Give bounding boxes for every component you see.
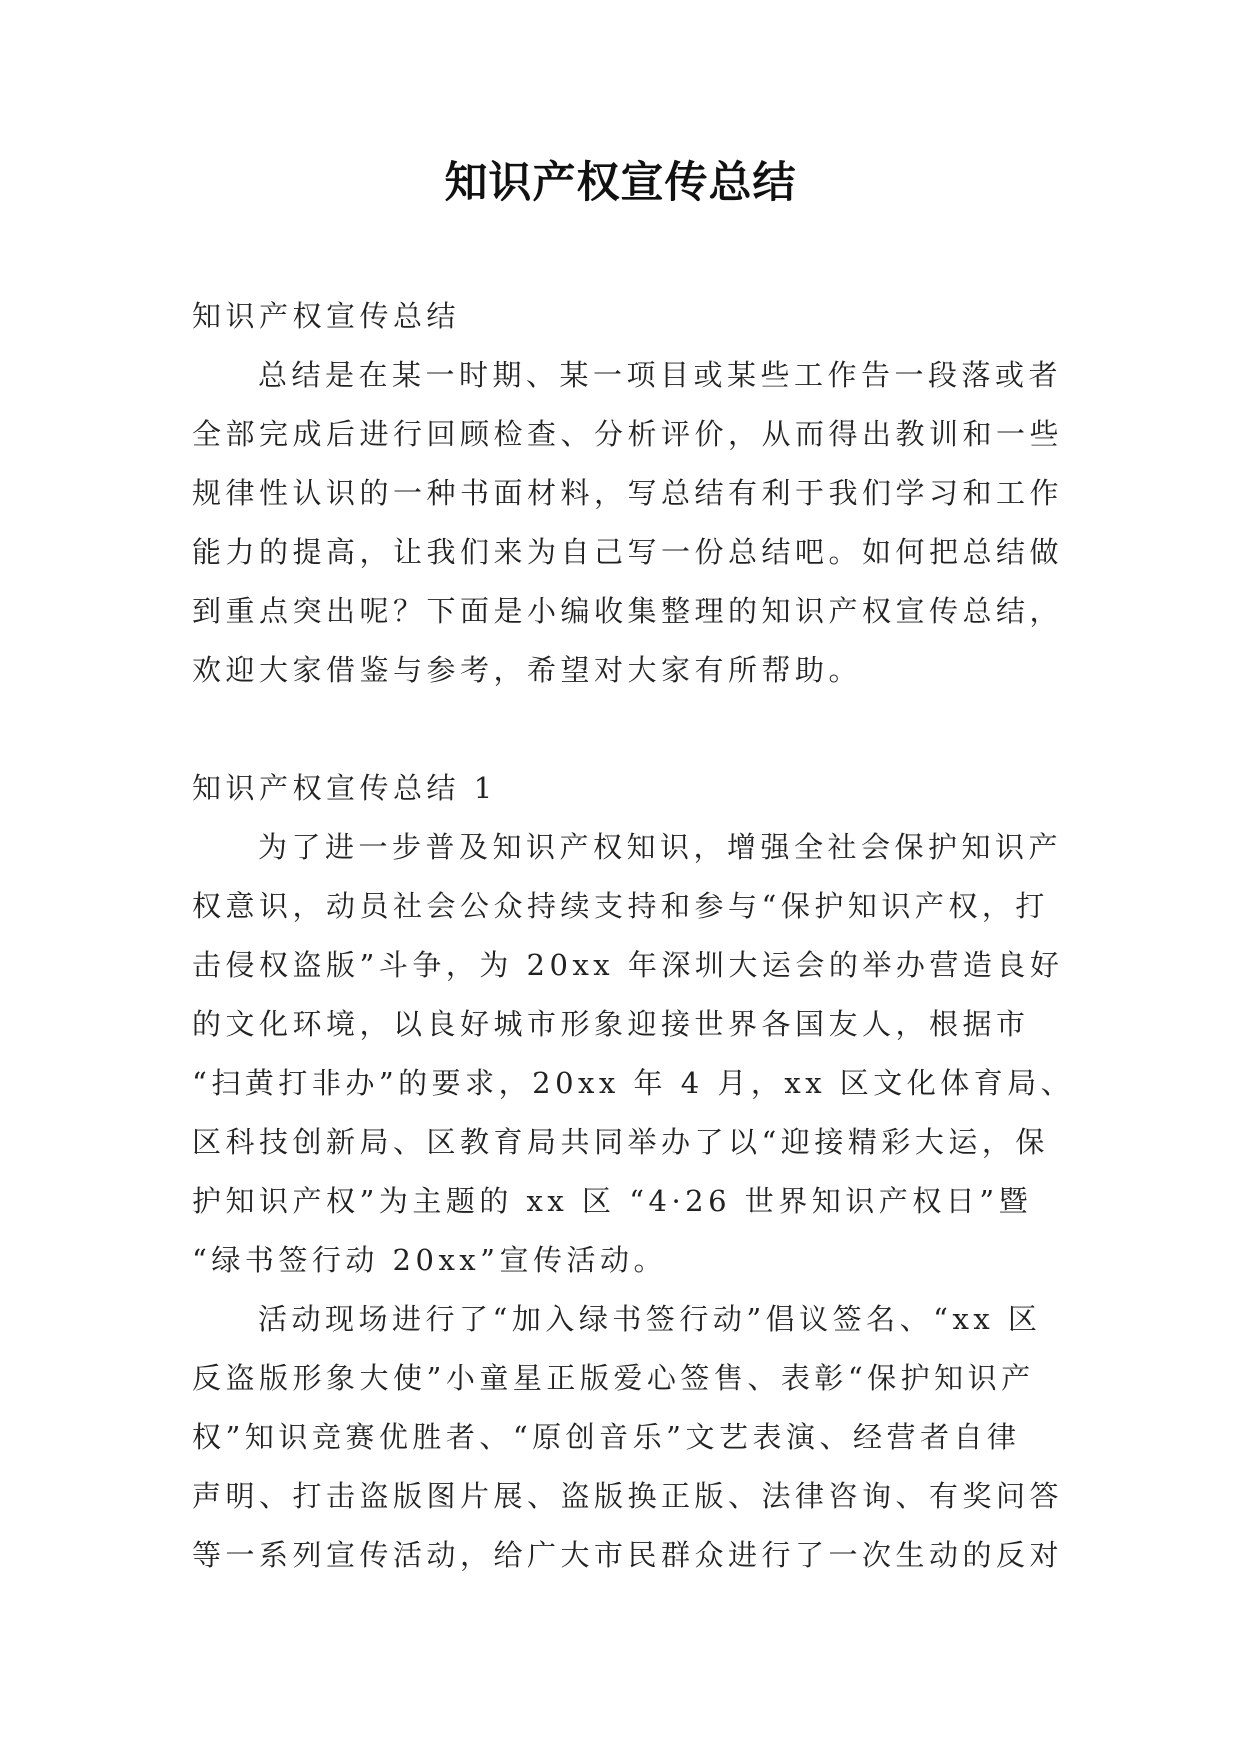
intro-section xyxy=(192,287,1062,700)
section-1-heading: 知识产权宣传总结 1 xyxy=(192,771,497,805)
document-title: 知识产权宣传总结 xyxy=(444,158,797,208)
paragraph-line: 欢迎大家借鉴与参考，希望对大家有所帮助。 xyxy=(192,653,863,687)
paragraph-line: 击侵权盗版”斗争，为 20xx 年深圳大运会的举办营造良好 xyxy=(192,948,1064,982)
paragraph-line: 规律性认识的一种书面材料，写总结有利于我们学习和工作 xyxy=(192,476,1064,510)
paragraph-line: “扫黄打非办”的要求，20xx 年 4 月，xx 区文化体育局、 xyxy=(192,1066,1075,1100)
intro-paragraph xyxy=(192,346,1062,700)
paragraph-line: 能力的提高，让我们来为自己写一份总结吧。如何把总结做 xyxy=(192,535,1064,569)
paragraph-line: 活动现场进行了“加入绿书签行动”倡议签名、“xx 区 xyxy=(258,1302,1042,1336)
paragraph-line: 总结是在某一时期、某一项目或某些工作告一段落或者 xyxy=(258,358,1063,392)
paragraph-line: 区科技创新局、区教育局共同举办了以“迎接精彩大运，保 xyxy=(192,1125,1049,1159)
paragraph-line: “绿书签行动 20xx”宣传活动。 xyxy=(192,1243,667,1277)
paragraph-line: 到重点突出呢？下面是小编收集整理的知识产权宣传总结， xyxy=(192,594,1064,628)
intro-heading: 知识产权宣传总结 xyxy=(192,299,461,333)
section-1-paragraph-2 xyxy=(192,1290,1062,1585)
paragraph-line: 护知识产权”为主题的 xx 区 “4·26 世界知识产权日”暨 xyxy=(192,1184,1033,1218)
paragraph-line: 等一系列宣传活动，给广大市民群众进行了一次生动的反对 xyxy=(192,1538,1064,1572)
paragraph-line: 权”知识竞赛优胜者、“原创音乐”文艺表演、经营者自律 xyxy=(192,1420,1021,1454)
paragraph-line: 权意识，动员社会公众持续支持和参与“保护知识产权，打 xyxy=(192,889,1049,923)
paragraph-line: 为了进一步普及知识产权知识，增强全社会保护知识产 xyxy=(258,830,1063,864)
section-1 xyxy=(192,759,1075,1290)
paragraph-line: 反盗版形象大使”小童星正版爱心签售、表彰“保护知识产 xyxy=(192,1361,1035,1395)
paragraph-line: 的文化环境，以良好城市形象迎接世界各国友人，根据市 xyxy=(192,1007,1030,1041)
paragraph-line: 声明、打击盗版图片展、盗版换正版、法律咨询、有奖问答 xyxy=(192,1479,1064,1513)
paragraph-line: 全部完成后进行回顾检查、分析评价，从而得出教训和一些 xyxy=(192,417,1064,451)
section-1-paragraph-1 xyxy=(192,818,1075,1290)
